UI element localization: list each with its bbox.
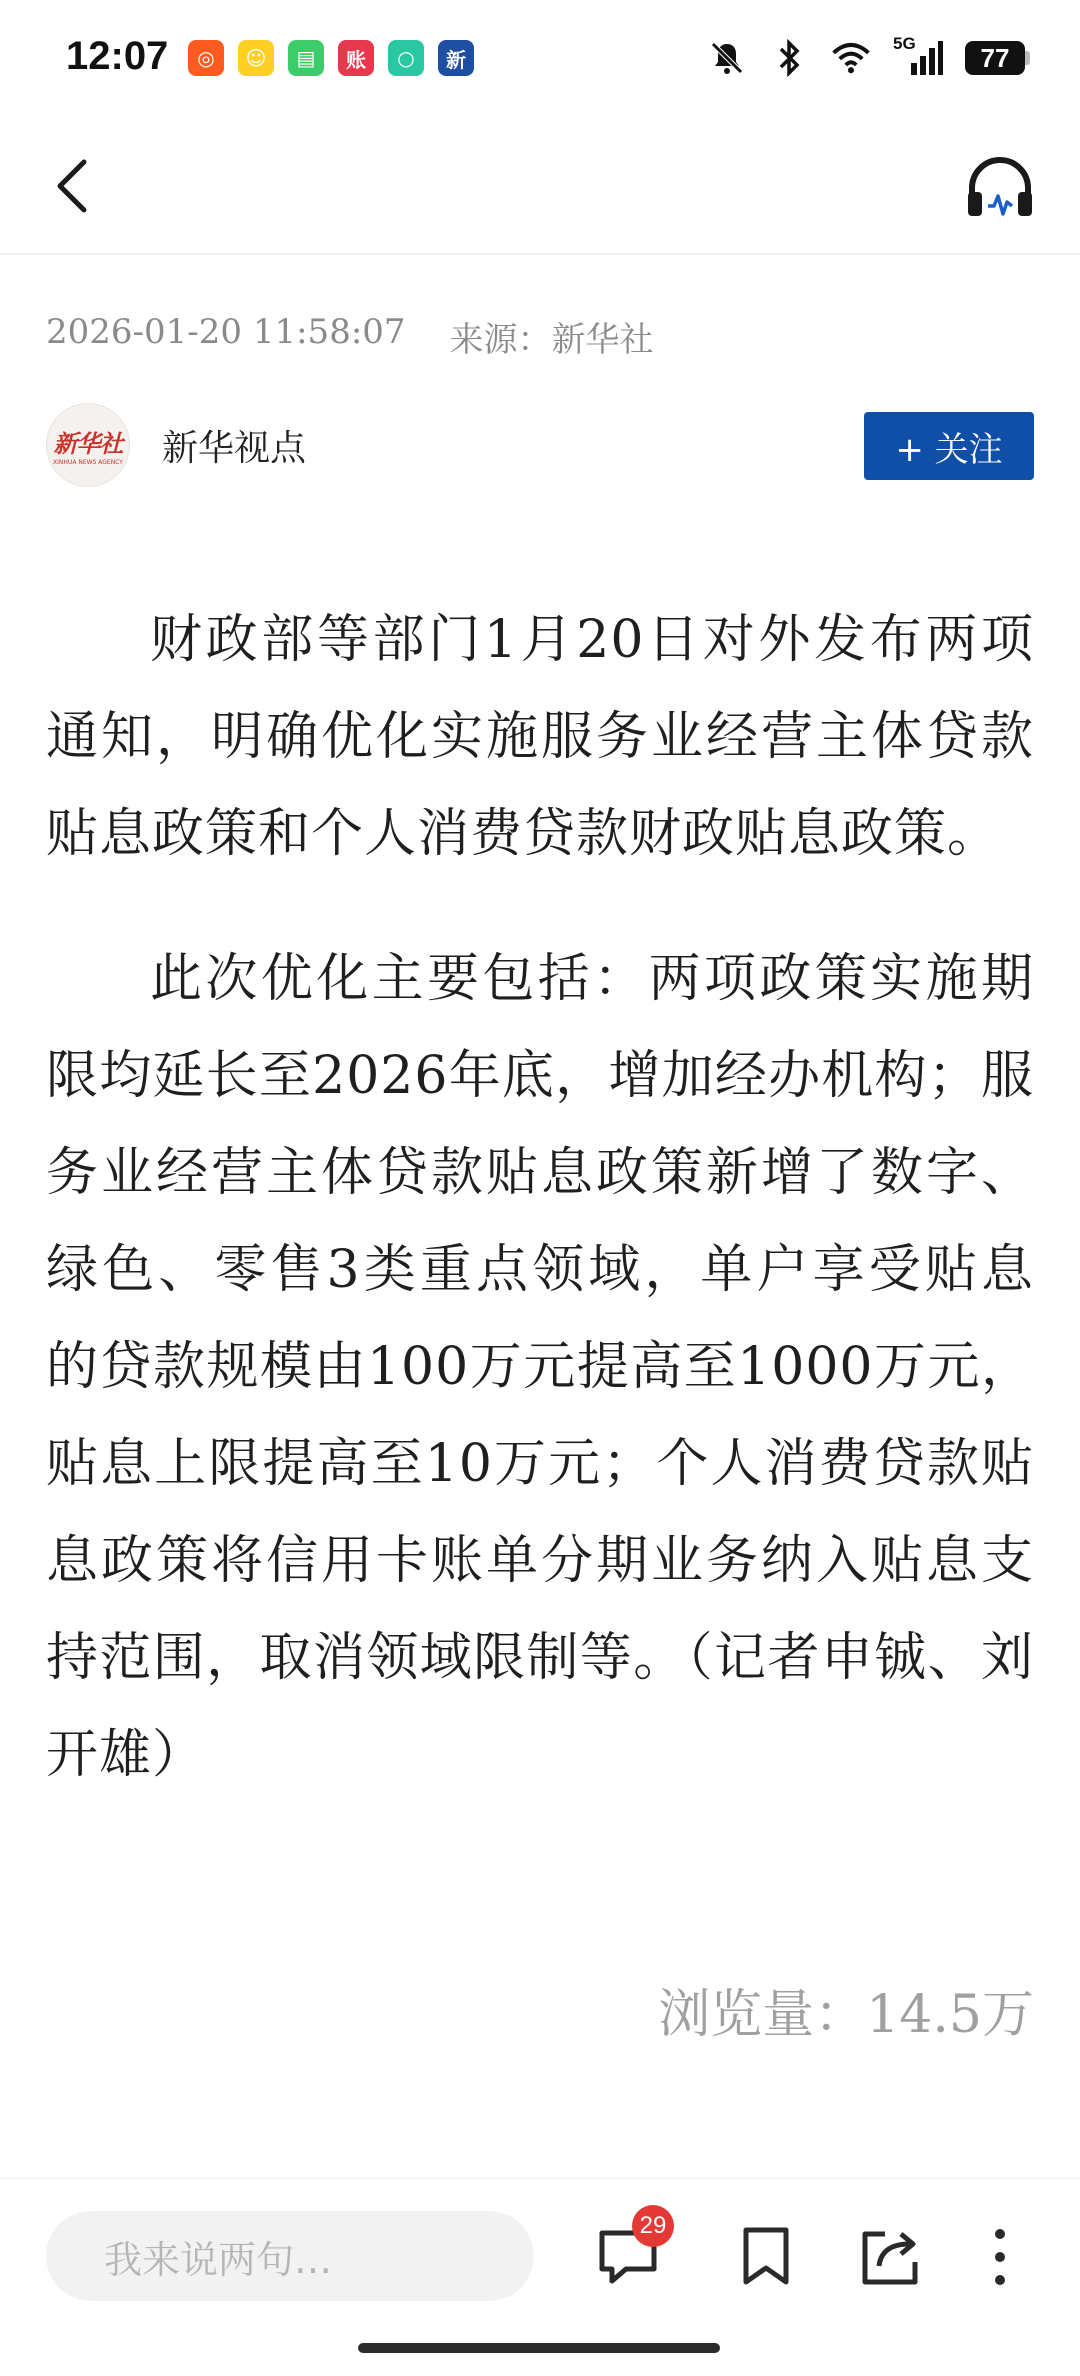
bookmark-button[interactable] bbox=[728, 2219, 804, 2295]
battery-icon bbox=[965, 41, 1030, 75]
battery-level: 77 bbox=[965, 41, 1025, 75]
avatar-logo-text: 新华社 bbox=[53, 429, 123, 458]
bluetooth-icon bbox=[769, 38, 809, 78]
back-button[interactable] bbox=[40, 150, 104, 222]
more-options-button[interactable] bbox=[962, 2219, 1038, 2295]
headphones-icon bbox=[964, 152, 1036, 220]
article-paragraph: 财政部等部门1月20日对外发布两项通知，明确优化实施服务业经营主体贷款贴息政策和个人消费贷款财政贴息政策。 bbox=[46, 610, 1034, 864]
home-indicator[interactable] bbox=[358, 2343, 720, 2353]
network-type-label: 5G bbox=[893, 34, 916, 53]
article-source: 来源：新华社 bbox=[449, 320, 654, 360]
share-button[interactable] bbox=[852, 2219, 928, 2295]
listen-audio-button[interactable] bbox=[960, 146, 1040, 226]
system-status-icons bbox=[707, 34, 1030, 78]
article-body bbox=[46, 592, 1034, 1852]
baby-app-icon: ☺ bbox=[238, 40, 274, 76]
publish-date: 2026-01-20 11:58:07 bbox=[46, 312, 406, 352]
status-bar bbox=[0, 0, 1080, 120]
more-vertical-icon bbox=[990, 2226, 1010, 2288]
bookmark-icon bbox=[740, 2226, 792, 2288]
comments-button[interactable] bbox=[590, 2212, 667, 2295]
follow-button[interactable]: + 关注 bbox=[864, 412, 1034, 480]
article-meta bbox=[46, 312, 654, 361]
kuaishou-icon: ◎ bbox=[188, 40, 224, 76]
bottom-action-bar bbox=[0, 2178, 1080, 2376]
status-time: 12:07 bbox=[66, 34, 169, 78]
cellular-signal-icon bbox=[893, 34, 943, 78]
notification-app-icons bbox=[188, 40, 474, 76]
author-row bbox=[46, 400, 1034, 490]
comment-input[interactable]: 我来说两句… bbox=[46, 2211, 534, 2301]
article-header bbox=[0, 120, 1080, 255]
share-icon bbox=[859, 2226, 921, 2288]
author-name[interactable]: 新华视点 bbox=[162, 428, 307, 469]
message-app-icon: ▤ bbox=[288, 40, 324, 76]
view-count: 浏览量：14.5万 bbox=[658, 1985, 1034, 2045]
article-paragraph: 此次优化主要包括：两项政策实施期限均延长至2026年底，增加经办机构；服务业经营主体贷款贴息政策新增了数字、绿色、零售3类重点领域，单户享受贴息的贷款规模由100万元提高至1000万元，贴息上限提高至10万元；个人消费贷款贴息政策将信用卡账单分期业务纳入贴息支持范围，取消领域限制等。（记者申铖、刘开雄） bbox=[46, 949, 1034, 1785]
camera-app-icon: ○ bbox=[388, 40, 424, 76]
chevron-left-icon bbox=[54, 158, 90, 214]
author-avatar[interactable] bbox=[46, 403, 130, 487]
mute-icon bbox=[707, 38, 747, 78]
bill-app-icon: 账 bbox=[338, 40, 374, 76]
news-app-icon: 新 bbox=[438, 40, 474, 76]
avatar-logo-subtext: XINHUA NEWS AGENCY bbox=[53, 459, 123, 466]
comment-count-badge: 29 bbox=[632, 2205, 674, 2247]
wifi-icon bbox=[831, 38, 871, 78]
